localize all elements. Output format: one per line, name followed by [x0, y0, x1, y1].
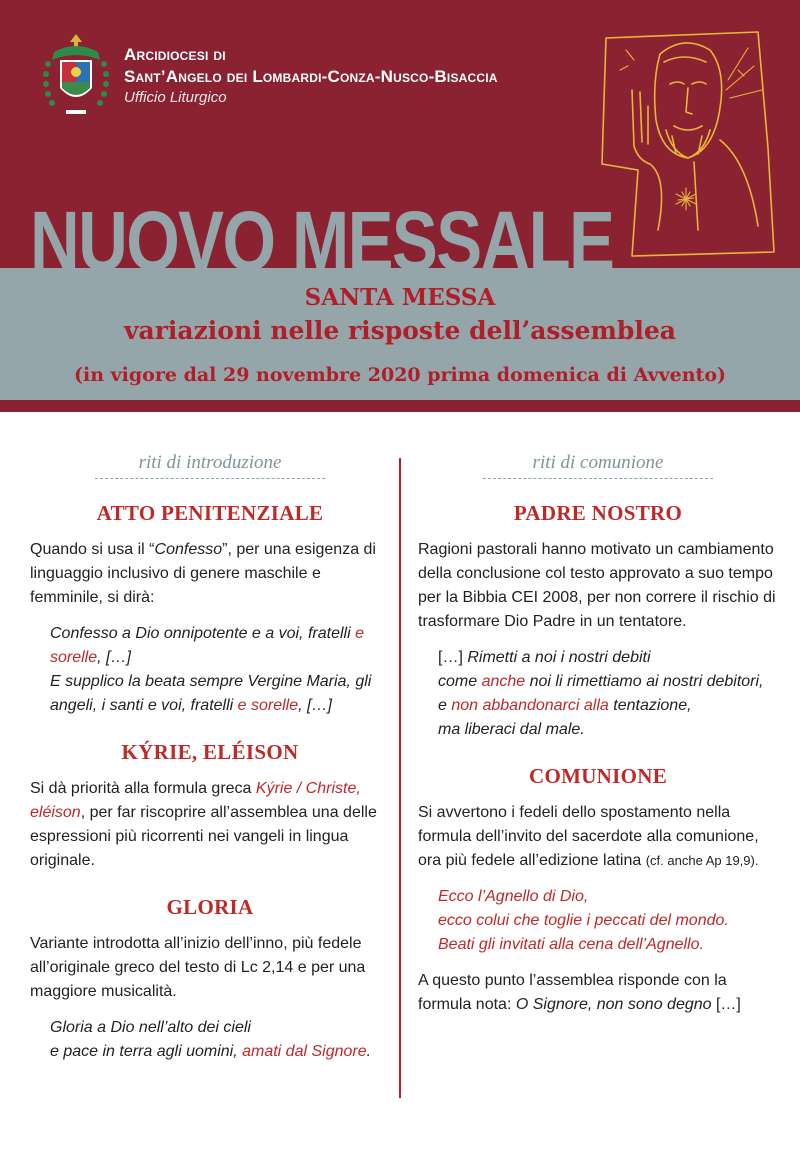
gloria-title: GLORIA — [166, 895, 254, 919]
gloria-text: Variante introdotta all’inizio dell’inno, più fedele all’originale greco del testo di Lc 2,14 e per una maggiore musicalità. — [30, 935, 366, 1000]
org-name-line1: Arcidiocesi di — [124, 45, 226, 64]
kyrie-title: KÝRIE, ELÉISON — [121, 740, 299, 764]
comunione-line3: Beati gli invitati alla cena dell’Agnello. — [438, 936, 704, 953]
office-name: Ufficio Liturgico — [124, 89, 227, 106]
organization-block — [124, 44, 498, 108]
section-label-comunione: riti di comunione — [483, 452, 713, 479]
coat-of-arms-icon — [40, 30, 112, 118]
left-column — [30, 452, 390, 1064]
padre-line4: ma liberaci dal male. — [438, 721, 585, 738]
org-name-line2: Sant’Angelo dei Lombardi-Conza-Nusco-Bisaccia — [124, 67, 498, 86]
comunione-title: COMUNIONE — [528, 764, 668, 788]
padre-nostro-text: Ragioni pastorali hanno motivato un cambiamento della conclusione col testo approvato a suo tempo per la Bibbia CEI 2008, per non correre il rischio di trasformare Dio Padre in un tentatore. — [418, 541, 776, 630]
main-title: NUOVO MESSALE — [30, 194, 614, 288]
subtitle-santa-messa: SANTA MESSA — [304, 284, 496, 311]
padre-nostro-title: PADRE NOSTRO — [513, 501, 683, 525]
comunione-line2: ecco colui che toglie i peccati del mondo. — [438, 912, 729, 929]
padre-line3: e non abbandonarci alla tentazione, — [438, 697, 692, 714]
right-column — [418, 452, 778, 1017]
confesso-line: Confesso a Dio onnipotente e a voi, fratelli e sorelle, […] — [50, 625, 364, 666]
comunione-quote — [438, 885, 778, 957]
gloria-quote — [50, 1016, 390, 1064]
christ-illustration-icon — [598, 30, 776, 258]
padre-line1: […] Rimetti a noi i nostri debiti — [438, 649, 651, 666]
atto-penitenziale-text: Quando si usa il “Confesso”, per una esigenza di linguaggio inclusivo di genere maschile e femminile, si dirà: — [30, 541, 376, 606]
gloria-line1: Gloria a Dio nell’alto dei cieli — [50, 1019, 251, 1036]
comunione-response-text: A questo punto l’assemblea risponde con la formula nota: O Signore, non sono degno […] — [418, 972, 741, 1013]
supplico-line: E supplico la beata sempre Vergine Maria, gli angeli, i santi e voi, fratelli e sorelle, […] — [50, 673, 372, 714]
kyrie-text: Si dà priorità alla formula greca Kýrie / Christe, eléison, per far riscoprire all’assemblea una delle espressioni più ricorrenti nei vangeli in lingua originale. — [30, 780, 377, 869]
padre-line2: come anche noi li rimettiamo ai nostri debitori, — [438, 673, 764, 690]
column-divider — [399, 458, 401, 1098]
section-label-introduzione: riti di introduzione — [95, 452, 325, 479]
subtitle-date: (in vigore dal 29 novembre 2020 prima domenica di Avvento) — [74, 364, 726, 386]
comunione-line1: Ecco l’Agnello di Dio, — [438, 888, 589, 905]
comunione-text: Si avvertono i fedeli dello spostamento nella formula dell’invito del sacerdote alla comunione, ora più fedele all’edizione latina (cf. anche Ap 19,9). — [418, 804, 759, 869]
subtitle-variazioni: variazioni nelle risposte dell’assemblea — [123, 316, 677, 345]
atto-penitenziale-quote — [50, 622, 390, 718]
gloria-line2: e pace in terra agli uomini, amati dal Signore. — [50, 1043, 372, 1060]
atto-penitenziale-title: ATTO PENITENZIALE — [96, 501, 324, 525]
padre-nostro-quote — [438, 646, 778, 742]
